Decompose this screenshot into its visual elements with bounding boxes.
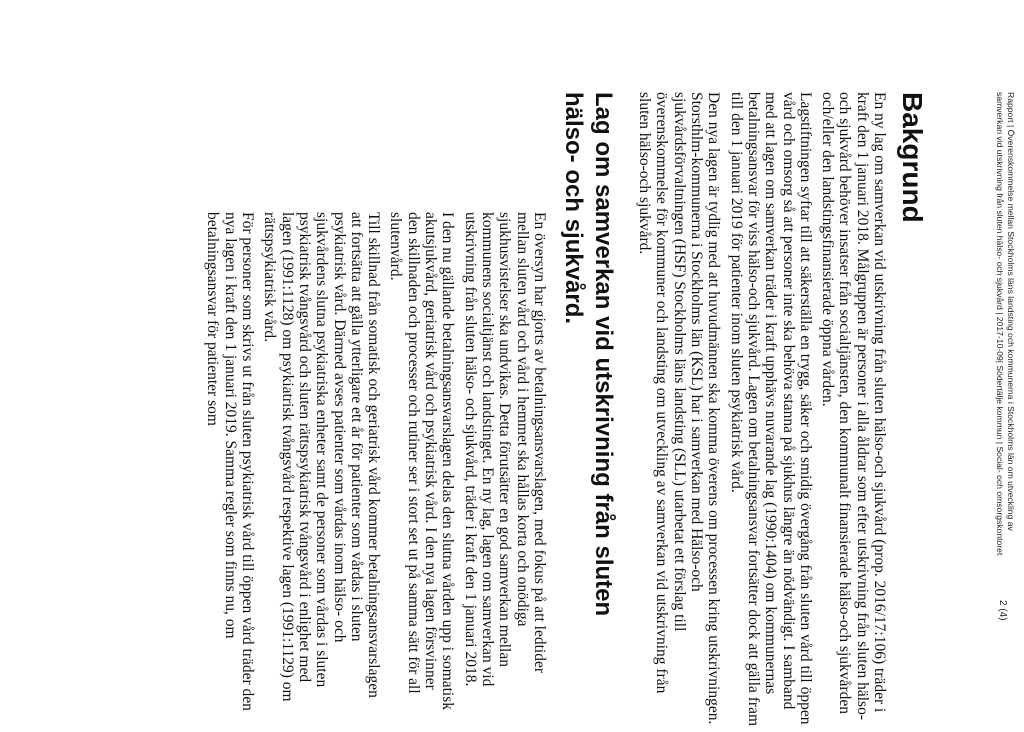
header-line-1: Rapport | Överenskommelse mellan Stockholms läns landsting och kommunerna i Stockholms län om utveckling av [1006,92,1016,531]
page-number: 2 (4) [997,600,1008,621]
paragraph: I den nu gällande betalningsansvarslagen delas den slutna vården upp i somatisk akutsjukvård, geriatrisk vård och psykiatrisk vård. I den nya lagen försvinner den skillnaden och processer och rutiner ser i stort set ut på samma sätt för all slutenvård. [387,212,457,711]
paragraph: För personer som skrivs ut från sluten psykiatrisk vård till öppen vård träder den nya lagen i kraft den 1 januari 2019. Samma regler som finns nu, om betalningsansvar för patienter som [204,212,257,711]
paragraph: En översyn har gjorts av betalningsansvarslagen, med fokus på att ledtider mellan sluten vård och vård i hemmet ska hållas korta och onödiga sjukhusvistelser ska undvikas. Detta förutsätter en god samverkan mellan kommunens socialtjänst och landstinget. En ny lag, lagen om samverkan vid utskrivning från sluten hälso- och sjukvård, träder i kraft den 1 januari 2018. [461,212,548,687]
section-heading-lag: Lag om samverkan vid utskrivning från sluten hälso- och sjukvård. [559,92,617,617]
paragraph: En ny lag om samverkan vid utskrivning från sluten hälso-och sjukvård (prop. 2016/17:106) träder i kraft den 1 januari 2018. Målgruppen är personer i alla åldrar som efter utskrivning från sluten hälso-och sjukvård behöver insatser från socialtjänsten, den kommunalt finansierade hälso-och sjukvården och/eller den landstingsfinansierade öppna vården. [819,92,888,720]
document-body [199,92,888,732]
section-heading-bakgrund: Bakgrund [897,92,928,223]
paragraph: Den nya lagen är tydlig med att huvudmännen ska komma överens om processen kring utskrivningen. Storsthlm-kommunerna i Stockholms län (KSL) har i samverkan med Hälso-och sjukvårdsförvaltningen (HSF) Stockholms läns landsting (SLL) utarbetat ett förslag till överenskommelse för kommuner och landsting om utveckling av samverkan vid utskrivning från sluten hälso-och sjukvård. [636,92,723,725]
header-line-2: samverkan vid utskrivning från sluten hälso- och sjukvård | 2017-10-09| Södertälje kommun | Social- och omsorgskontoret [995,92,1005,556]
paragraph: Till skillnad från somatisk och geriatrisk vård kommer betalningsansvarslagen att fortsätta att gälla ytterligare ett år för patienter som vårdas i sluten psykiatrisk vård. Därmed avses patienter som vårdas inom hälso- och sjukvårdens slutna psykiatriska enheter samt de personer som vårdas i sluten psykiatrisk tvångsvård och sluten rättspsykiatrisk tvångsvård i enlighet med lagen (1991:1128) om psykiatrisk tvångsvård respektive lagen (1991:1129) om rättspsykiatrisk vård. [261,212,383,702]
paragraph: Lagstiftningen syftar till att säkerställa en trygg, säker och smidig övergång från sluten vård till öppen vård och omsorg så att personer inte ska behöva stanna på sjukhus längre än nödvändigt. I samband med att lagen om samverkan träder i kraft upphävs nuvarande lag (1990:1404) om kommunernas betalningsansvar för viss hälso-och sjukvård. Lagen om betalningsansvar fortsätter dock att gälla fram till den 1 januari 2019 för patienter inom sluten psykiatrisk vård. [727,92,814,727]
